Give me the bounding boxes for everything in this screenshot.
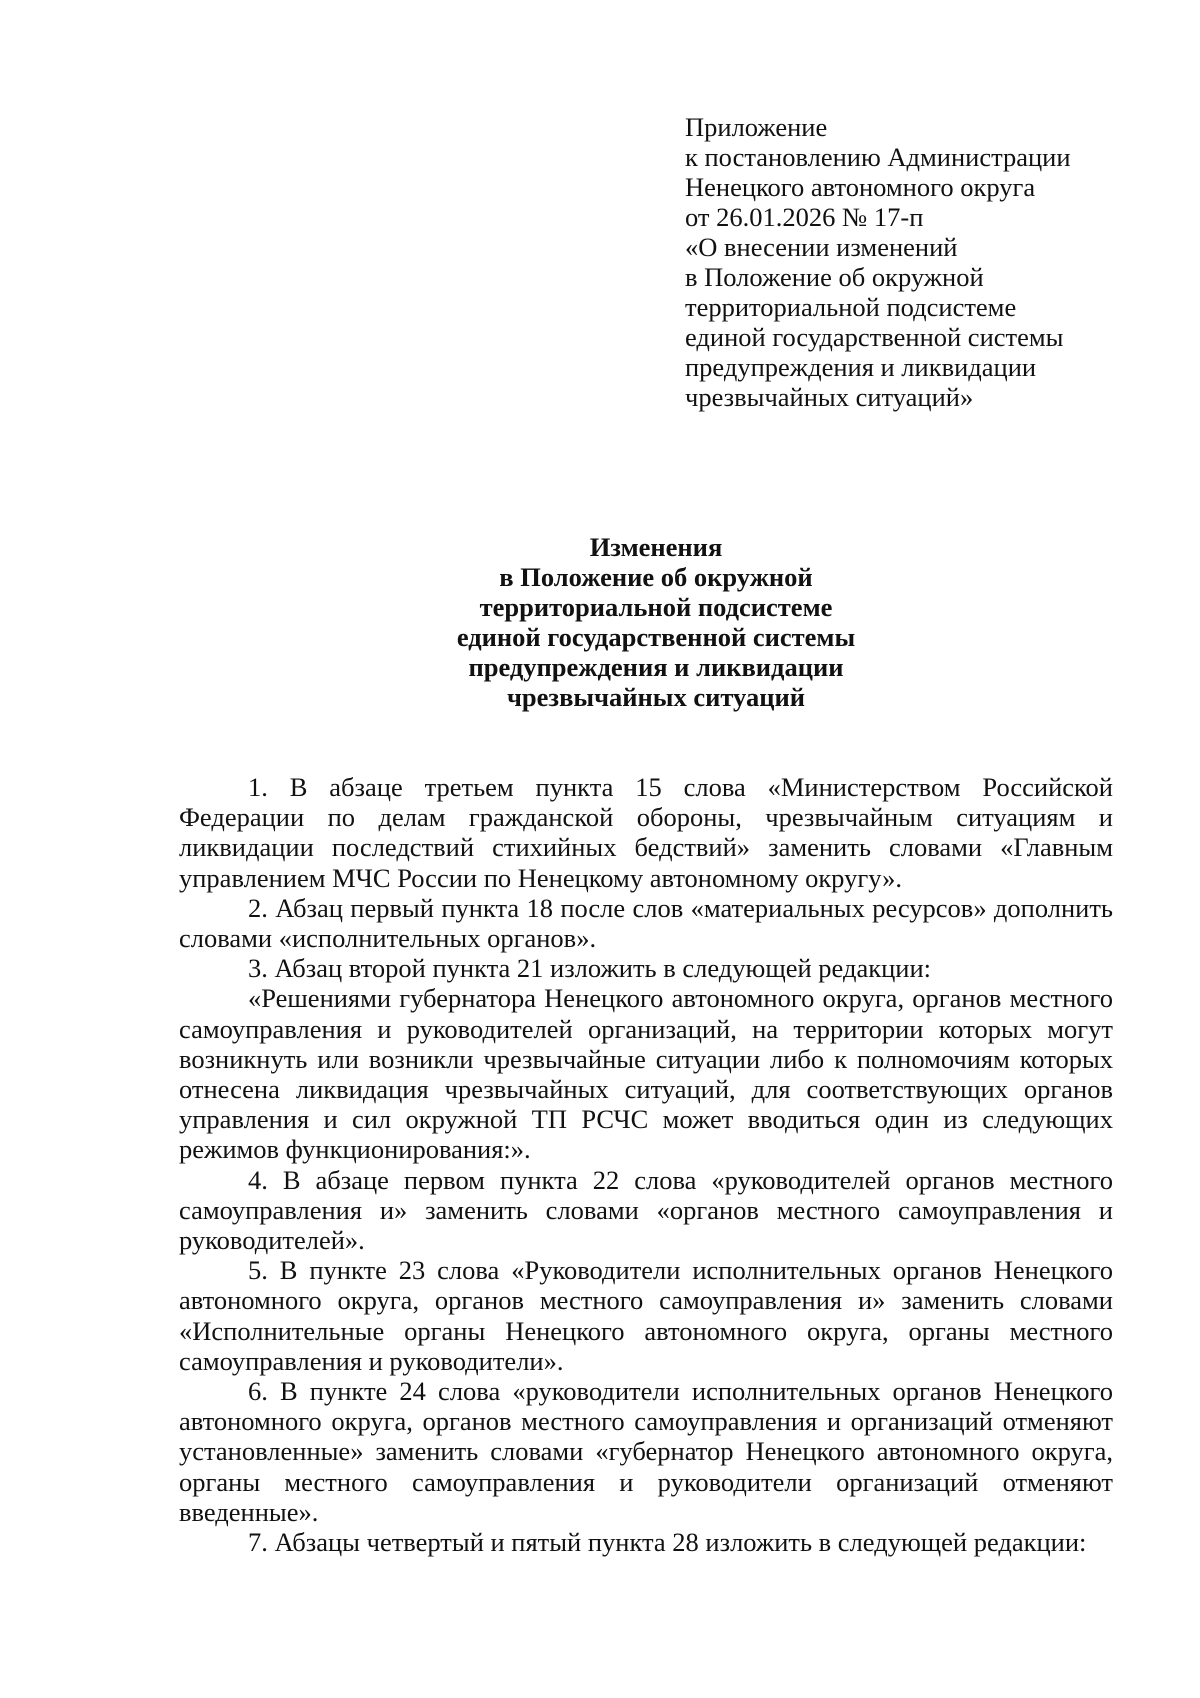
appendix-line: «О внесении изменений (685, 232, 958, 262)
appendix-line: Приложение (685, 112, 828, 142)
title-line: единой государственной системы (456, 622, 856, 652)
appendix-line: предупреждения и ликвидации (685, 352, 1037, 382)
paragraph-item-3: 3. Абзац второй пункта 21 изложить в следующей редакции: (248, 953, 931, 984)
document-body (179, 772, 1113, 1557)
paragraph-item-1: 1. В абзаце третьем пункта 15 слова «Министерством Российской Федерации по делам гражданской обороны, чрезвычайным ситуациям и ликвидации последствий стихийных бедствий» заменить словами «Главным управлением МЧС России по Ненецкому автономному округу». (179, 772, 1113, 893)
appendix-line: территориальной подсистеме (685, 292, 1017, 322)
paragraph-quote: «Решениями губернатора Ненецкого автономного округа, органов местного самоуправления и руководителей организаций, на территории которых могут возникнуть или возникли чрезвычайные ситуации либо к полномочиям которых отнесена ликвидация чрезвычайных ситуаций, для соответствующих органов управления и сил окружной ТП РСЧС может вводиться один из следующих режимов функционирования:». (179, 983, 1113, 1165)
appendix-line: от 26.01.2026 № 17-п (685, 202, 924, 232)
title-line: чрезвычайных ситуаций (506, 682, 806, 712)
paragraph-item-2: 2. Абзац первый пункта 18 после слов «материальных ресурсов» дополнить словами «исполнительных органов». (179, 892, 1113, 954)
appendix-line: чрезвычайных ситуаций» (685, 382, 974, 412)
appendix-line: к постановлению Администрации (685, 142, 1071, 172)
title-line: Изменения (589, 532, 723, 562)
title-line: территориальной подсистеме (479, 592, 833, 622)
appendix-block (685, 112, 1155, 412)
paragraph-item-5: 5. В пункте 23 слова «Руководители исполнительных органов Ненецкого автономного округа, органов местного самоуправления и» заменить словами «Исполнительные органы Ненецкого автономного округа, органы местного самоуправления и руководители». (179, 1255, 1113, 1376)
appendix-line: в Положение об окружной (685, 262, 984, 292)
appendix-line: единой государственной системы (685, 322, 1064, 352)
paragraph-item-7: 7. Абзацы четвертый и пятый пункта 28 изложить в следующей редакции: (248, 1527, 1087, 1558)
appendix-line: Ненецкого автономного округа (685, 172, 1036, 202)
title-line: в Положение об окружной (499, 562, 813, 592)
paragraph-item-4: 4. В абзаце первом пункта 22 слова «руководителей органов местного самоуправления и» заменить словами «органов местного самоуправления и руководителей». (179, 1164, 1113, 1256)
document-title (180, 532, 1132, 712)
title-line: предупреждения и ликвидации (468, 652, 844, 682)
paragraph-item-6: 6. В пункте 24 слова «руководители исполнительных органов Ненецкого автономного округа, органов местного самоуправления и организаций отменяют установленные» заменить словами «губернатор Ненецкого автономного округа, органы местного самоуправления и руководители организаций отменяют введенные». (179, 1376, 1113, 1527)
